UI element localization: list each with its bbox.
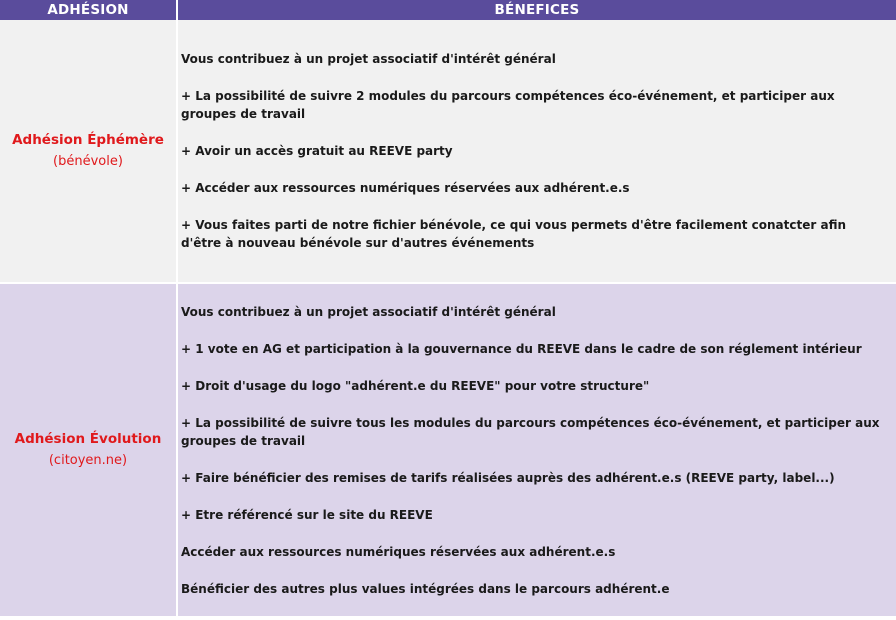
tier-subtitle: (bénévole) xyxy=(53,154,123,169)
benefit-item: Bénéficier des autres plus values intégrées dans le parcours adhérent.e xyxy=(181,581,670,596)
benefit-item: + Faire bénéficier des remises de tarifs réalisées auprès des adhérent.e.s (REEVE party, label...) xyxy=(181,470,835,485)
benefits-cell xyxy=(177,20,896,283)
tier-name-cell xyxy=(0,283,177,616)
benefit-item: Vous contribuez à un projet associatif d'intérêt général xyxy=(181,52,556,66)
benefit-item: + Avoir un accès gratuit au REEVE party xyxy=(181,144,453,158)
benefit-item: + Droit d'usage du logo "adhérent.e du REEVE" pour votre structure" xyxy=(181,378,650,393)
benefit-list xyxy=(181,303,890,598)
benefit-list xyxy=(181,50,890,252)
benefit-item: Accéder aux ressources numériques réservées aux adhérent.e.s xyxy=(181,544,616,559)
header-row xyxy=(0,0,896,20)
benefit-item: + Vous faites parti de notre fichier bénévole, ce qui vous permets d'être facilement conatcter afin d'être à nouveau bénévole sur d'autres événements xyxy=(181,218,847,250)
benefit-item: + Accéder aux ressources numériques réservées aux adhérent.e.s xyxy=(181,181,630,195)
benefit-item: + La possibilité de suivre tous les modules du parcours compétences éco-événement, et participer aux groupes de travail xyxy=(181,415,880,448)
tier-name: Adhésion Éphémère xyxy=(12,132,164,148)
benefit-item: + La possibilité de suivre 2 modules du parcours compétences éco-événement, et participer aux groupes de travail xyxy=(181,89,835,121)
row-adhesion-evolution xyxy=(0,283,896,616)
tier-name-cell xyxy=(0,20,177,283)
benefit-item: Vous contribuez à un projet associatif d'intérêt général xyxy=(181,304,556,319)
benefit-item: + 1 vote en AG et participation à la gouvernance du REEVE dans le cadre de son réglement intérieur xyxy=(181,341,862,356)
header-benefices: BÉNEFICES xyxy=(177,0,896,20)
tier-subtitle: (citoyen.ne) xyxy=(48,453,128,468)
benefits-cell xyxy=(177,283,896,616)
tier-name: Adhésion Évolution xyxy=(14,431,162,447)
header-adhesion: ADHÉSION xyxy=(0,0,177,20)
benefit-item: + Etre référencé sur le site du REEVE xyxy=(181,507,433,522)
row-adhesion-ephemere xyxy=(0,20,896,283)
